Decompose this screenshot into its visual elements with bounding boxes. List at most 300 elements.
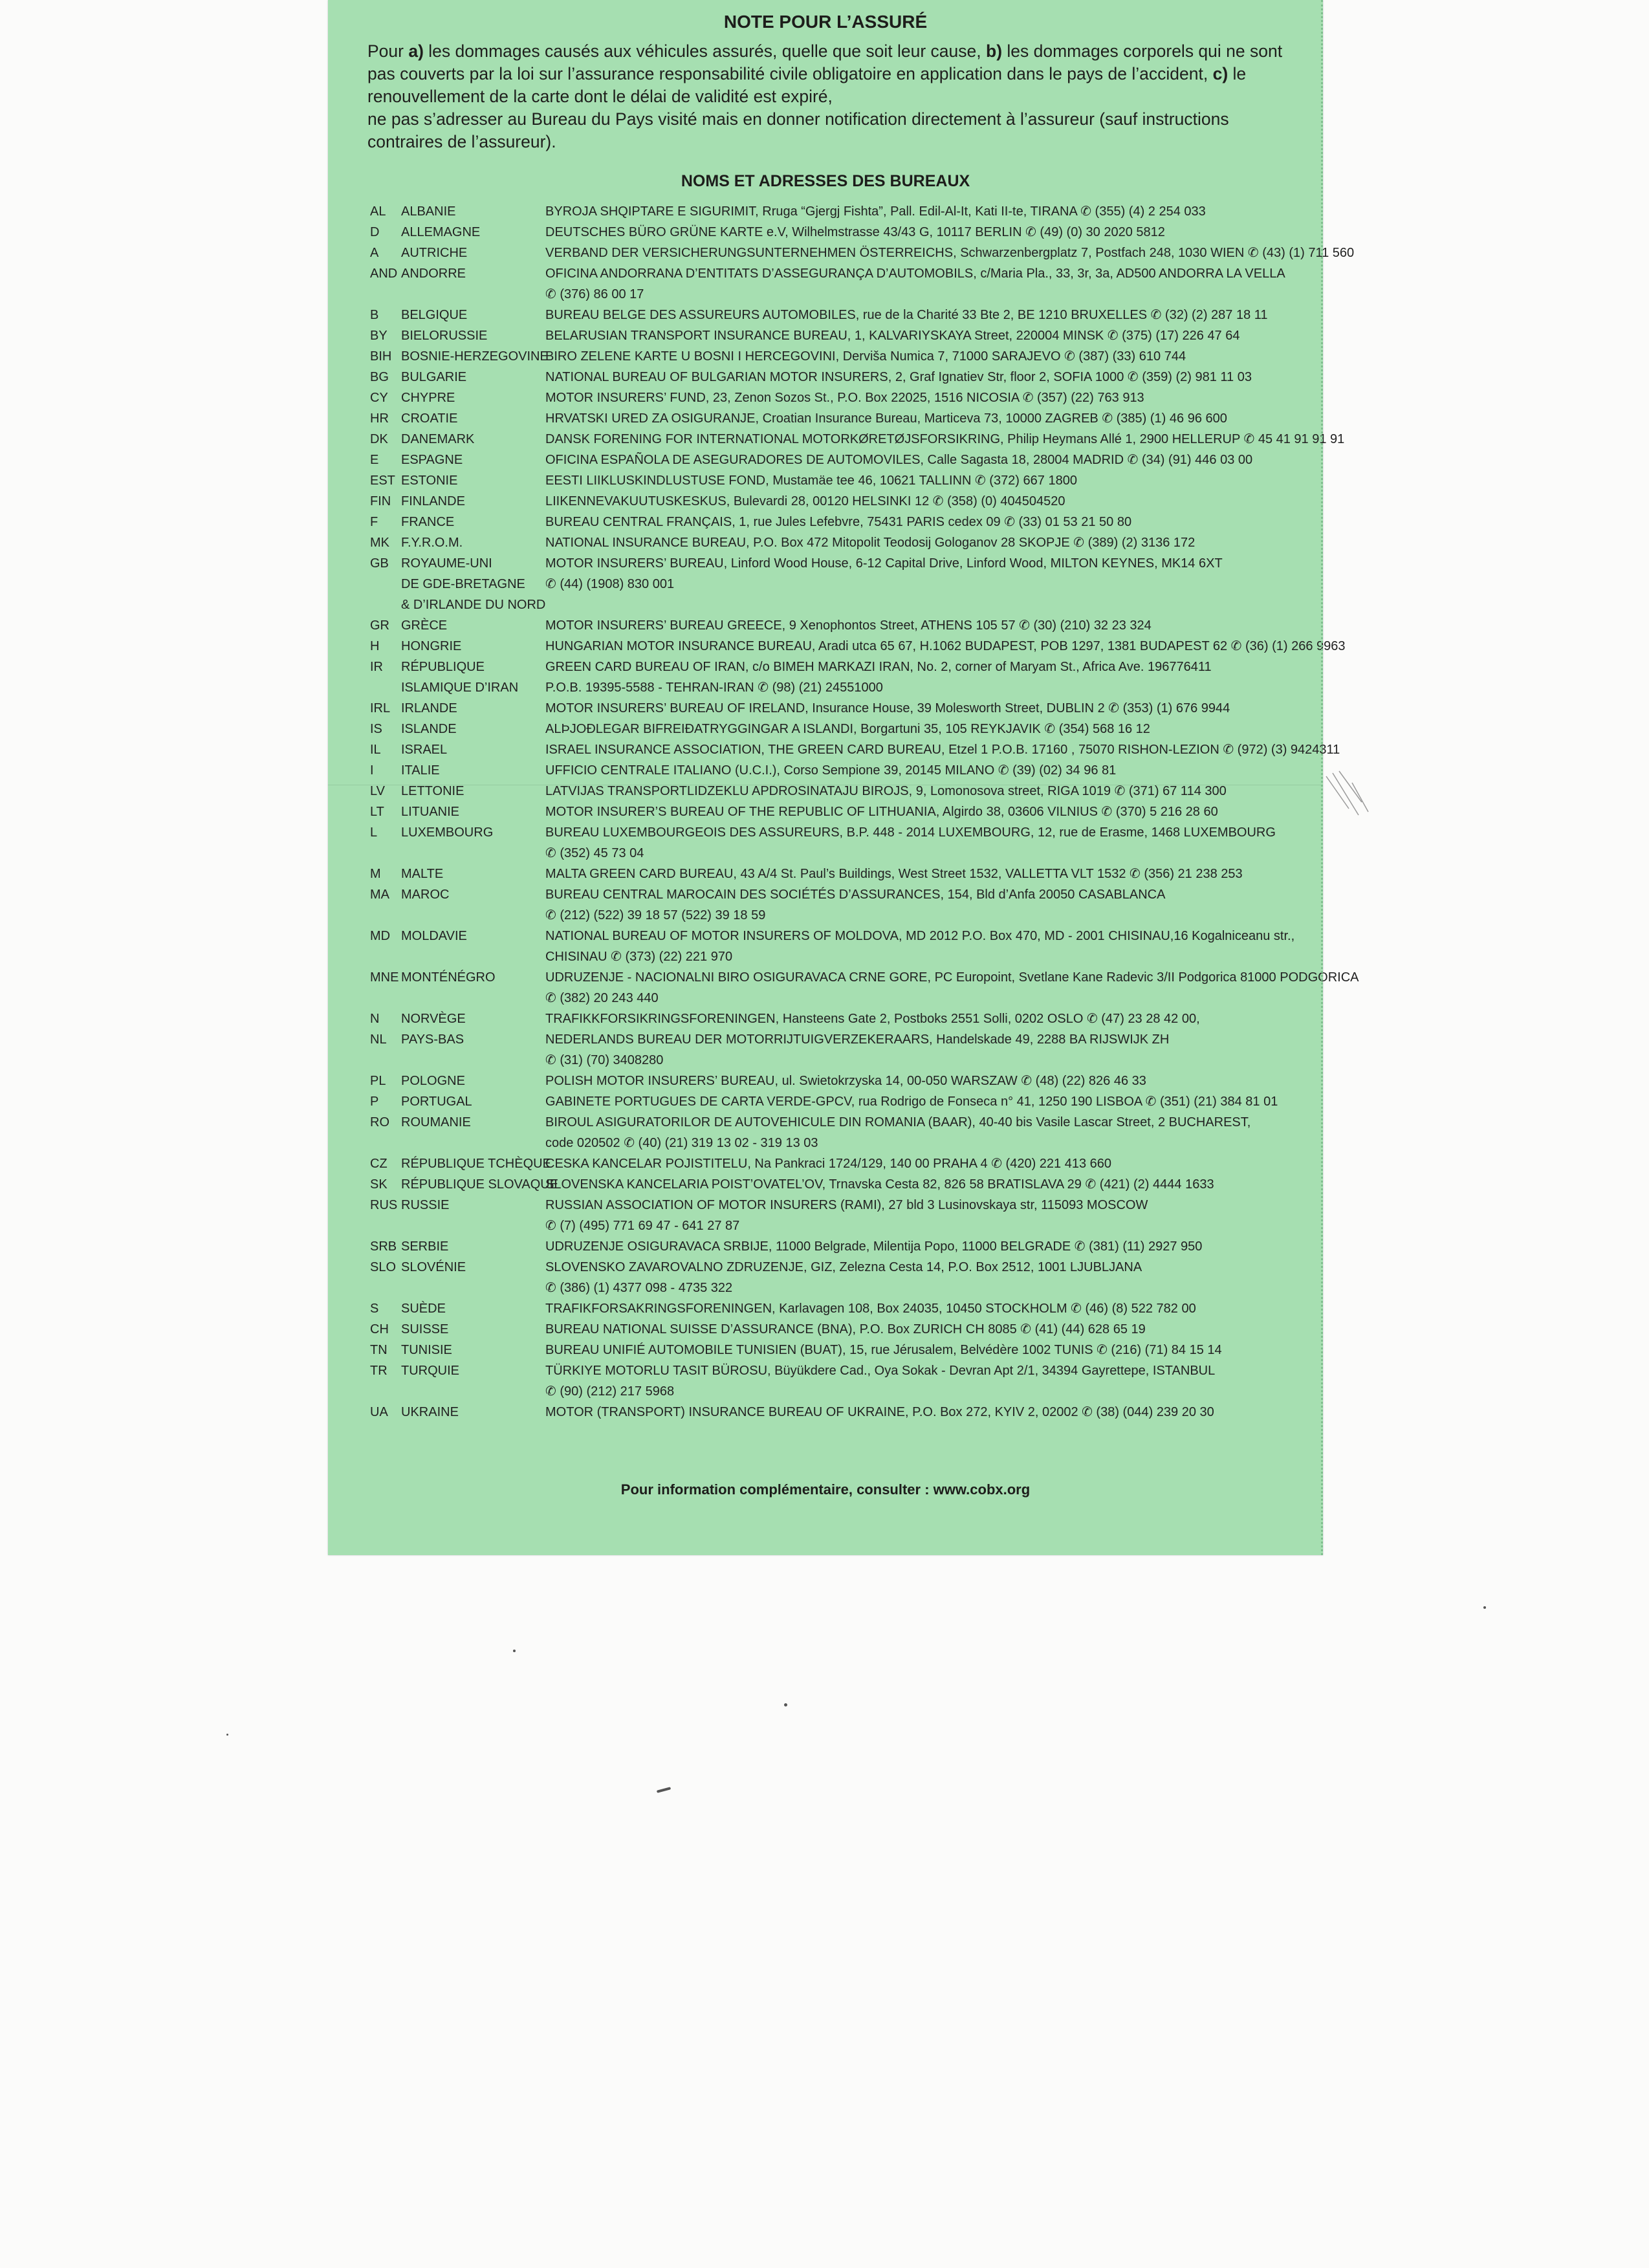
- country-code: BIH: [370, 349, 392, 364]
- bureau-row: [370, 346, 1302, 367]
- country-name-line: PAYS-BAS: [401, 1032, 464, 1047]
- country-code: GB: [370, 556, 389, 571]
- bureau-row: [370, 305, 1302, 325]
- country-name-line: ISLAMIQUE D’IRAN: [401, 681, 519, 695]
- country-name-line: CHYPRE: [401, 391, 455, 405]
- bureau-address: [545, 801, 1302, 822]
- bureau-address: [545, 1153, 1302, 1174]
- bureau-address-line: MOTOR INSURERS’ FUND, 23, Zenon Sozos St., P.O. Box 22025, 1516 NICOSIA ✆ (357) (22) 763 913: [545, 391, 1144, 405]
- bureau-row: [370, 739, 1340, 760]
- bureau-row: [370, 1091, 1302, 1112]
- country-name-line: GRÈCE: [401, 618, 448, 633]
- country-name: [401, 864, 545, 884]
- bureau-address: [545, 1298, 1302, 1319]
- country-name-line: BULGARIE: [401, 370, 467, 384]
- country-name: [401, 367, 545, 387]
- bureau-address: [545, 781, 1302, 801]
- country-name-line: POLOGNE: [401, 1074, 465, 1088]
- country-name: [401, 491, 545, 512]
- bureau-address: [545, 1257, 1302, 1298]
- country-name: [401, 1298, 545, 1319]
- country-name-line: ISLANDE: [401, 722, 457, 736]
- bureau-row: [370, 1174, 1302, 1195]
- country-name-line: NORVÈGE: [401, 1012, 466, 1026]
- bureau-address: [545, 636, 1346, 657]
- bureau-row: [370, 532, 1302, 553]
- bureau-address: [545, 1319, 1302, 1340]
- bureau-address-line: UDRUZENJE OSIGURAVACA SRBIJE, 11000 Belgrade, Milentija Popo, 11000 BELGRADE ✆ (381) (11) 2927 950: [545, 1239, 1203, 1254]
- scan-speck: [513, 1650, 516, 1652]
- country-name: [401, 532, 545, 553]
- country-name: [401, 719, 545, 739]
- country-code: SRB: [370, 1239, 397, 1254]
- country-name: [401, 1112, 545, 1133]
- bureau-address-line: EESTI LIIKLUSKINDLUSTUSE FOND, Mustamäe tee 46, 10621 TALLINN ✆ (372) 667 1800: [545, 474, 1077, 488]
- bureau-address-line: ✆ (7) (495) 771 69 47 - 641 27 87: [545, 1219, 740, 1233]
- bureau-address: [545, 1071, 1302, 1091]
- country-code: E: [370, 453, 379, 467]
- country-code: LV: [370, 784, 385, 798]
- country-code: BY: [370, 329, 388, 343]
- bureau-address: [545, 1195, 1302, 1236]
- bureau-address-line: LIIKENNEVAKUUTUSKESKUS, Bulevardi 28, 00120 HELSINKI 12 ✆ (358) (0) 404504520: [545, 494, 1065, 508]
- country-name-line: TURQUIE: [401, 1364, 459, 1378]
- scan-speck: [784, 1703, 787, 1706]
- scan-speck: [226, 1734, 228, 1736]
- country-code: TN: [370, 1343, 388, 1357]
- country-name-line: PORTUGAL: [401, 1095, 472, 1109]
- note-item-marker: a): [408, 41, 424, 61]
- bureau-address-line: OFICINA ANDORRANA D’ENTITATS D’ASSEGURANÇA D’AUTOMOBILS, c/Maria Pla., 33, 3r, 3a, AD500 ANDORRA LA VELLA: [545, 267, 1285, 281]
- bureau-address-line: code 020502 ✆ (40) (21) 319 13 02 - 319 13 03: [545, 1136, 818, 1150]
- country-code: SK: [370, 1177, 388, 1192]
- bureau-address-line: BELARUSIAN TRANSPORT INSURANCE BUREAU, 1, KALVARIYSKAYA Street, 220004 MINSK ✆ (375) (17) 226 47 64: [545, 329, 1240, 343]
- bureau-address-line: RUSSIAN ASSOCIATION OF MOTOR INSURERS (RAMI), 27 bld 3 Lusinovskaya str, 115093 MOSCOW: [545, 1198, 1148, 1212]
- bureau-address: [545, 1174, 1302, 1195]
- bureau-address-line: UDRUZENJE - NACIONALNI BIRO OSIGURAVACA CRNE GORE, PC Europoint, Svetlane Kane Radevic 3/II Podgorica 81000 PODGORICA: [545, 970, 1359, 985]
- country-name: [401, 387, 545, 408]
- country-code: CH: [370, 1322, 389, 1336]
- country-name: [401, 470, 545, 491]
- bureau-address-line: ✆ (386) (1) 4377 098 - 4735 322: [545, 1281, 733, 1295]
- country-name: [401, 429, 545, 450]
- country-name-line: LETTONIE: [401, 784, 464, 798]
- bureau-address: [545, 1402, 1302, 1423]
- country-name: [401, 926, 545, 946]
- country-code: B: [370, 308, 379, 322]
- bureau-address: [545, 739, 1340, 760]
- bureau-row: [370, 781, 1302, 801]
- country-name: [401, 698, 545, 719]
- bureau-address-line: BUREAU BELGE DES ASSUREURS AUTOMOBILES, rue de la Charité 33 Bte 2, BE 1210 BRUXELLES ✆ (32) (2) 287 18 11: [545, 308, 1268, 322]
- bureau-address: [545, 325, 1302, 346]
- country-code: M: [370, 867, 381, 881]
- bureau-row: [370, 1236, 1302, 1257]
- note-body: [367, 40, 1286, 153]
- bureau-address-line: ✆ (44) (1908) 830 001: [545, 577, 675, 591]
- country-name-line: RÉPUBLIQUE: [401, 660, 485, 674]
- bureau-row: [370, 1298, 1302, 1319]
- country-name-line: MAROC: [401, 888, 450, 902]
- bureau-row: [370, 470, 1302, 491]
- bureau-address: [545, 512, 1302, 532]
- country-name-line: MONTÉNÉGRO: [401, 970, 496, 985]
- country-name: [401, 1340, 545, 1360]
- bureau-row: [370, 1153, 1302, 1174]
- bureau-row: [370, 698, 1302, 719]
- bureau-address: [545, 719, 1302, 739]
- country-code: PL: [370, 1074, 386, 1088]
- bureau-address-line: UFFICIO CENTRALE ITALIANO (U.C.I.), Corso Sempione 39, 20145 MILANO ✆ (39) (02) 34 96 81: [545, 763, 1117, 778]
- country-code: EST: [370, 474, 395, 488]
- country-name-line: MALTE: [401, 867, 444, 881]
- country-code: AND: [370, 267, 398, 281]
- country-code: BG: [370, 370, 389, 384]
- country-name-line: UKRAINE: [401, 1405, 459, 1419]
- bureau-row: [370, 884, 1302, 926]
- country-name: [401, 263, 545, 284]
- bureau-address: [545, 243, 1354, 263]
- bureau-address-line: ✆ (90) (212) 217 5968: [545, 1384, 675, 1399]
- country-name: [401, 1402, 545, 1423]
- country-name: [401, 884, 545, 905]
- bureau-address-line: MALTA GREEN CARD BUREAU, 43 A/4 St. Paul’s Buildings, West Street 1532, VALLETTA VLT 1532 ✆ (356) 21 238 253: [545, 867, 1243, 881]
- bureau-row: [370, 512, 1302, 532]
- country-code: RO: [370, 1115, 389, 1129]
- bureau-address: [545, 926, 1302, 967]
- country-name: [401, 346, 549, 367]
- note-text: le renouvellement de la carte dont le délai de validité est expiré,: [367, 64, 1247, 106]
- country-code: IRL: [370, 701, 391, 715]
- bureau-address-line: HRVATSKI URED ZA OSIGURANJE, Croatian Insurance Bureau, Marticeva 73, 10000 ZAGREB ✆ (385) (1) 46 96 600: [545, 411, 1227, 426]
- bureau-address: [545, 553, 1302, 594]
- country-name-line: DANEMARK: [401, 432, 475, 446]
- bureau-row: [370, 636, 1346, 657]
- bureau-row: [370, 801, 1302, 822]
- bureau-address-line: ✆ (376) 86 00 17: [545, 287, 644, 301]
- country-name: [401, 657, 545, 698]
- bureau-address: [545, 1009, 1302, 1029]
- country-name-line: SLOVÉNIE: [401, 1260, 466, 1274]
- bureau-address-line: BIRO ZELENE KARTE U BOSNI I HERCEGOVINI, Derviša Numica 7, 71000 SARAJEVO ✆ (387) (33) 610 744: [545, 349, 1186, 364]
- bureau-address: [545, 1360, 1302, 1402]
- bureau-address-line: SLOVENSKO ZAVAROVALNO ZDRUZENJE, GIZ, Zelezna Cesta 14, P.O. Box 2512, 1001 LJUBLJANA: [545, 1260, 1142, 1274]
- note-item-marker: c): [1212, 64, 1229, 83]
- country-name-line: CROATIE: [401, 411, 458, 426]
- bureau-address-line: BUREAU CENTRAL MAROCAIN DES SOCIÉTÉS D’ASSURANCES, 154, Bld d’Anfa 20050 CASABLANCA: [545, 888, 1166, 902]
- country-name-line: RUSSIE: [401, 1198, 450, 1212]
- country-name-line: SERBIE: [401, 1239, 449, 1254]
- bureau-address: [545, 822, 1302, 864]
- country-code: IS: [370, 722, 382, 736]
- bureau-address: [545, 1029, 1302, 1071]
- country-name: [401, 1360, 545, 1381]
- bureau-address-line: ISRAEL INSURANCE ASSOCIATION, THE GREEN CARD BUREAU, Etzel 1 P.O.B. 17160 , 75070 RISHON-LEZION ✆ (972) (3) 9424311: [545, 743, 1340, 757]
- country-code: FIN: [370, 494, 391, 508]
- bureau-address-line: TRAFIKKFORSIKRINGSFORENINGEN, Hansteens Gate 2, Postboks 2551 Solli, 0202 OSLO ✆ (47) 23 28 42 00,: [545, 1012, 1200, 1026]
- country-name-line: SUÈDE: [401, 1302, 446, 1316]
- bureau-row: [370, 1071, 1302, 1091]
- green-card-sheet: [328, 0, 1359, 1555]
- bureau-address-line: TRAFIKFORSAKRINGSFORENINGEN, Karlavagen 108, Box 24035, 10450 STOCKHOLM ✆ (46) (8) 522 782 00: [545, 1302, 1196, 1316]
- bureau-address-line: GREEN CARD BUREAU OF IRAN, c/o BIMEH MARKAZI IRAN, No. 2, corner of Maryam St., Africa Ave. 196776411: [545, 660, 1212, 674]
- bureau-row: [370, 822, 1302, 864]
- country-code: NL: [370, 1032, 387, 1047]
- bureau-row: [370, 1340, 1302, 1360]
- country-name: [401, 967, 545, 988]
- bureau-address-line: SLOVENSKA KANCELARIA POIST’OVATEL’OV, Trnavska Cesta 82, 826 58 BRATISLAVA 29 ✆ (421) (2) 4444 1633: [545, 1177, 1214, 1192]
- country-name: [401, 243, 545, 263]
- note-text: les dommages corporels qui ne sont pas couverts par la loi sur l’assurance responsabilité civile obligatoire en application dans le pays de l’accident,: [367, 41, 1283, 83]
- country-name-line: FINLANDE: [401, 494, 465, 508]
- bureau-row: [370, 1319, 1302, 1340]
- note-title: NOTE POUR L’ASSURÉ: [723, 12, 928, 32]
- bureau-row: [370, 926, 1302, 967]
- bureau-address: [545, 367, 1302, 387]
- country-name-line: MOLDAVIE: [401, 929, 467, 943]
- bureau-address-line: LATVIJAS TRANSPORTLIDZEKLU APDROSINATAJU BIROJS, 9, Lomonosova street, RIGA 1019 ✆ (371) 67 114 300: [545, 784, 1227, 798]
- bureau-address: [545, 491, 1302, 512]
- bureau-row: [370, 1402, 1302, 1423]
- bureau-address-line: NATIONAL BUREAU OF MOTOR INSURERS OF MOLDOVA, MD 2012 P.O. Box 470, MD - 2001 CHISINAU,16 Kogalniceanu str.,: [545, 929, 1295, 943]
- country-name: [401, 408, 545, 429]
- country-code: RUS: [370, 1198, 398, 1212]
- bureau-address: [545, 429, 1344, 450]
- bureau-address: [545, 1112, 1302, 1153]
- bureau-row: [370, 263, 1302, 305]
- country-code: MA: [370, 888, 389, 902]
- country-name-line: ITALIE: [401, 763, 440, 778]
- bureau-address: [545, 346, 1302, 367]
- bureau-address: [545, 263, 1302, 305]
- country-code: DK: [370, 432, 388, 446]
- country-name: [401, 822, 545, 843]
- country-name-line: ISRAEL: [401, 743, 448, 757]
- bureau-row: [370, 1257, 1302, 1298]
- country-name-line: FRANCE: [401, 515, 455, 529]
- country-name: [401, 1009, 545, 1029]
- bureaux-list: [370, 201, 1359, 1423]
- bureau-row: [370, 387, 1302, 408]
- country-name-line: DE GDE-BRETAGNE: [401, 577, 525, 591]
- bureau-address: [545, 884, 1302, 926]
- bureau-address: [545, 864, 1302, 884]
- bureau-address: [545, 408, 1302, 429]
- country-name-line: LUXEMBOURG: [401, 825, 494, 840]
- bureau-address-line: ✆ (31) (70) 3408280: [545, 1053, 664, 1067]
- bureau-address: [545, 387, 1302, 408]
- country-name: [401, 325, 545, 346]
- country-name-line: ROYAUME-UNI: [401, 556, 492, 571]
- bureau-row: [370, 1360, 1302, 1402]
- bureau-address: [545, 532, 1302, 553]
- bureau-address-line: ALÞJOÐLEGAR BIFREIÐATRYGGINGAR A ISLANDI, Borgartuni 35, 105 REYKJAVIK ✆ (354) 568 16 12: [545, 722, 1150, 736]
- bureau-address-line: NATIONAL BUREAU OF BULGARIAN MOTOR INSURERS, 2, Graf Ignatiev Str, floor 2, SOFIA 1000 ✆ (359) (2) 981 11 03: [545, 370, 1252, 384]
- country-code: HR: [370, 411, 389, 426]
- bureau-address-line: MOTOR (TRANSPORT) INSURANCE BUREAU OF UKRAINE, P.O. Box 272, KYIV 2, 02002 ✆ (38) (044) 239 20 30: [545, 1405, 1214, 1419]
- country-name-line: ALBANIE: [401, 204, 456, 219]
- country-name-line: BIELORUSSIE: [401, 329, 488, 343]
- country-name: [401, 1153, 551, 1174]
- bureau-row: [370, 1112, 1302, 1153]
- country-code: IL: [370, 743, 381, 757]
- country-name: [401, 201, 545, 222]
- footer-note: Pour information complémentaire, consulter : www.cobx.org: [620, 1481, 1031, 1498]
- note-text: Pour: [367, 41, 409, 61]
- bureau-address: [545, 305, 1302, 325]
- bureau-address-line: MOTOR INSURERS’ BUREAU GREECE, 9 Xenophontos Street, ATHENS 105 57 ✆ (30) (210) 32 23 324: [545, 618, 1152, 633]
- bureau-row: [370, 719, 1302, 739]
- note-text: les dommages causés aux véhicules assurés, quelle que soit leur cause,: [423, 41, 987, 61]
- bureau-address-line: VERBAND DER VERSICHERUNGSUNTERNEHMEN ÖSTERREICHS, Schwarzenbergplatz 7, Postfach 248, 1030 WIEN ✆ (43) (1) 711 560: [545, 246, 1355, 260]
- country-name: [401, 1319, 545, 1340]
- bureau-address: [545, 1340, 1302, 1360]
- country-code: MD: [370, 929, 391, 943]
- country-name: [401, 636, 545, 657]
- bureau-row: [370, 367, 1302, 387]
- bureau-address-line: ✆ (352) 45 73 04: [545, 846, 644, 860]
- country-name-line: RÉPUBLIQUE TCHÈQUE: [401, 1157, 551, 1171]
- country-name-line: F.Y.R.O.M.: [401, 536, 463, 550]
- country-name: [401, 615, 545, 636]
- bureau-address: [545, 1236, 1302, 1257]
- country-name: [401, 1195, 545, 1216]
- country-name-line: RÉPUBLIQUE SLOVAQUE: [401, 1177, 559, 1192]
- bureau-address: [545, 760, 1302, 781]
- bureau-address: [545, 201, 1302, 222]
- country-code: LT: [370, 805, 384, 819]
- country-name: [401, 1071, 545, 1091]
- bureau-row: [370, 760, 1302, 781]
- bureau-row: [370, 657, 1302, 698]
- bureau-address-line: NATIONAL INSURANCE BUREAU, P.O. Box 472 Mitopolit Teodosij Gologanov 28 SKOPJE ✆ (389) (2) 3136 172: [545, 536, 1196, 550]
- country-name-line: AUTRICHE: [401, 246, 468, 260]
- bureau-address-line: TÜRKIYE MOTORLU TASIT BÜROSU, Büyükdere Cad., Oya Sokak - Devran Apt 2/1, 34394 Gayrettepe, ISTANBUL: [545, 1364, 1216, 1378]
- country-name-line: ESPAGNE: [401, 453, 463, 467]
- bureau-address-line: CHISINAU ✆ (373) (22) 221 970: [545, 950, 733, 964]
- country-code: IR: [370, 660, 383, 674]
- bureau-address-line: OFICINA ESPAÑOLA DE ASEGURADORES DE AUTOMOVILES, Calle Sagasta 18, 28004 MADRID ✆ (34) (91) 446 03 00: [545, 453, 1253, 467]
- bureau-address: [545, 222, 1302, 243]
- country-code: N: [370, 1012, 380, 1026]
- bureau-row: [370, 408, 1302, 429]
- bureau-address: [545, 698, 1302, 719]
- bureau-address-line: BUREAU CENTRAL FRANÇAIS, 1, rue Jules Lefebvre, 75431 PARIS cedex 09 ✆ (33) 01 53 21 50 80: [545, 515, 1132, 529]
- country-code: MNE: [370, 970, 399, 985]
- country-code: S: [370, 1302, 379, 1316]
- bureau-row: [370, 429, 1345, 450]
- country-name-line: HONGRIE: [401, 639, 462, 653]
- country-name: [401, 801, 545, 822]
- country-code: TR: [370, 1364, 388, 1378]
- bureau-address: [545, 1091, 1302, 1112]
- bureau-address-line: BIROUL ASIGURATORILOR DE AUTOVEHICULE DIN ROMANIA (BAAR), 40-40 bis Vasile Lascar Street, 2 BUCHAREST,: [545, 1115, 1251, 1129]
- country-name: [401, 781, 545, 801]
- country-code: CZ: [370, 1157, 388, 1171]
- bureau-address-line: BUREAU NATIONAL SUISSE D’ASSURANCE (BNA), P.O. Box ZURICH CH 8085 ✆ (41) (44) 628 65 19: [545, 1322, 1146, 1336]
- bureau-row: [370, 615, 1302, 636]
- bureau-row: [370, 491, 1302, 512]
- country-name-line: ROUMANIE: [401, 1115, 471, 1129]
- bureau-row: [370, 1195, 1302, 1236]
- bureau-address-line: P.O.B. 19395-5588 - TEHRAN-IRAN ✆ (98) (21) 24551000: [545, 681, 883, 695]
- country-code: F: [370, 515, 378, 529]
- bureau-address-line: MOTOR INSURER’S BUREAU OF THE REPUBLIC OF LITHUANIA, Algirdo 38, 03606 VILNIUS ✆ (370) 5 216 28 60: [545, 805, 1218, 819]
- bureau-address-line: ✆ (212) (522) 39 18 57 (522) 39 18 59: [545, 908, 766, 922]
- country-name-line: ANDORRE: [401, 267, 466, 281]
- bureau-address-line: DANSK FORENING FOR INTERNATIONAL MOTORKØRETØJSFORSIKRING, Philip Heymans Allé 1, 2900 HELLERUP ✆ 45 41 91 91 91: [545, 432, 1345, 446]
- bureau-address-line: CESKA KANCELAR POJISTITELU, Na Pankraci 1724/129, 140 00 PRAHA 4 ✆ (420) 221 413 660: [545, 1157, 1111, 1171]
- scan-speck: [1483, 1606, 1486, 1609]
- bureau-row: [370, 967, 1359, 1009]
- country-name: [401, 760, 545, 781]
- country-code: CY: [370, 391, 388, 405]
- note-text: ne pas s’adresser au Bureau du Pays visité mais en donner notification directement à l’assureur (sauf instructions contraires de l’assureur).: [367, 109, 1229, 151]
- bureau-address-line: BUREAU LUXEMBOURGEOIS DES ASSUREURS, B.P. 448 - 2014 LUXEMBOURG, 12, rue de Erasme, 1468 LUXEMBOURG: [545, 825, 1276, 840]
- bureau-address-line: NEDERLANDS BUREAU DER MOTORRIJTUIGVERZEKERAARS, Handelskade 49, 2288 BA RIJSWIJK ZH: [545, 1032, 1170, 1047]
- country-code: MK: [370, 536, 389, 550]
- country-name: [401, 553, 545, 615]
- country-code: I: [370, 763, 374, 778]
- bureau-address-line: HUNGARIAN MOTOR INSURANCE BUREAU, Aradi utca 65 67, H.1062 BUDAPEST, POB 1297, 1381 BUDAPEST 62 ✆ (36) (1) 266 9963: [545, 639, 1346, 653]
- country-code: UA: [370, 1405, 388, 1419]
- bureau-row: [370, 1009, 1302, 1029]
- country-code: GR: [370, 618, 389, 633]
- bureau-address: [545, 450, 1302, 470]
- country-name-line: BOSNIE-HERZEGOVINE: [401, 349, 549, 364]
- bureau-row: [370, 553, 1302, 615]
- country-name: [401, 222, 545, 243]
- bureau-address-line: ✆ (382) 20 243 440: [545, 991, 659, 1005]
- bureau-address-line: BYROJA SHQIPTARE E SIGURIMIT, Rruga “Gjergj Fishta”, Pall. Edil-Al-It, Kati II-te, TIRANA ✆ (355) (4) 2 254 033: [545, 204, 1206, 219]
- bureau-address-line: MOTOR INSURERS’ BUREAU OF IRELAND, Insurance House, 39 Molesworth Street, DUBLIN 2 ✆ (353) (1) 676 9944: [545, 701, 1230, 715]
- country-code: H: [370, 639, 380, 653]
- bureau-address-line: POLISH MOTOR INSURERS’ BUREAU, ul. Swietokrzyska 14, 00-050 WARSZAW ✆ (48) (22) 826 46 33: [545, 1074, 1146, 1088]
- country-code: AL: [370, 204, 386, 219]
- country-name-line: IRLANDE: [401, 701, 457, 715]
- bureau-address: [545, 657, 1302, 698]
- bureaux-title: NOMS ET ADRESSES DES BUREAUX: [681, 172, 970, 190]
- bureau-row: [370, 1029, 1302, 1071]
- country-name: [401, 1174, 559, 1195]
- bureau-row: [370, 325, 1302, 346]
- note-item-marker: b): [986, 41, 1003, 61]
- country-name: [401, 512, 545, 532]
- bureau-address-line: DEUTSCHES BÜRO GRÜNE KARTE e.V, Wilhelmstrasse 43/43 G, 10117 BERLIN ✆ (49) (0) 30 2020 5812: [545, 225, 1165, 239]
- country-name: [401, 1257, 545, 1278]
- country-name: [401, 1236, 545, 1257]
- country-name-line: BELGIQUE: [401, 308, 468, 322]
- country-name: [401, 1091, 545, 1112]
- bureau-address: [545, 470, 1302, 491]
- country-name-line: ESTONIE: [401, 474, 458, 488]
- country-name-line: & D’IRLANDE DU NORD: [401, 598, 546, 612]
- country-name-line: LITUANIE: [401, 805, 460, 819]
- country-name: [401, 450, 545, 470]
- bureau-row: [370, 222, 1302, 243]
- bureau-address: [545, 967, 1359, 1009]
- bureau-address-line: MOTOR INSURERS’ BUREAU, Linford Wood House, 6-12 Capital Drive, Linford Wood, MILTON KEYNES, MK14 6XT: [545, 556, 1223, 571]
- bureau-row: [370, 864, 1302, 884]
- country-name: [401, 305, 545, 325]
- scan-speck: [657, 1787, 671, 1793]
- bureau-address: [545, 615, 1302, 636]
- bureau-address-line: BUREAU UNIFIÉ AUTOMOBILE TUNISIEN (BUAT), 15, rue Jérusalem, Belvédère 1002 TUNIS ✆ (216) (71) 84 15 14: [545, 1343, 1222, 1357]
- country-code: A: [370, 246, 379, 260]
- country-code: P: [370, 1095, 379, 1109]
- country-code: L: [370, 825, 378, 840]
- country-name-line: ALLEMAGNE: [401, 225, 481, 239]
